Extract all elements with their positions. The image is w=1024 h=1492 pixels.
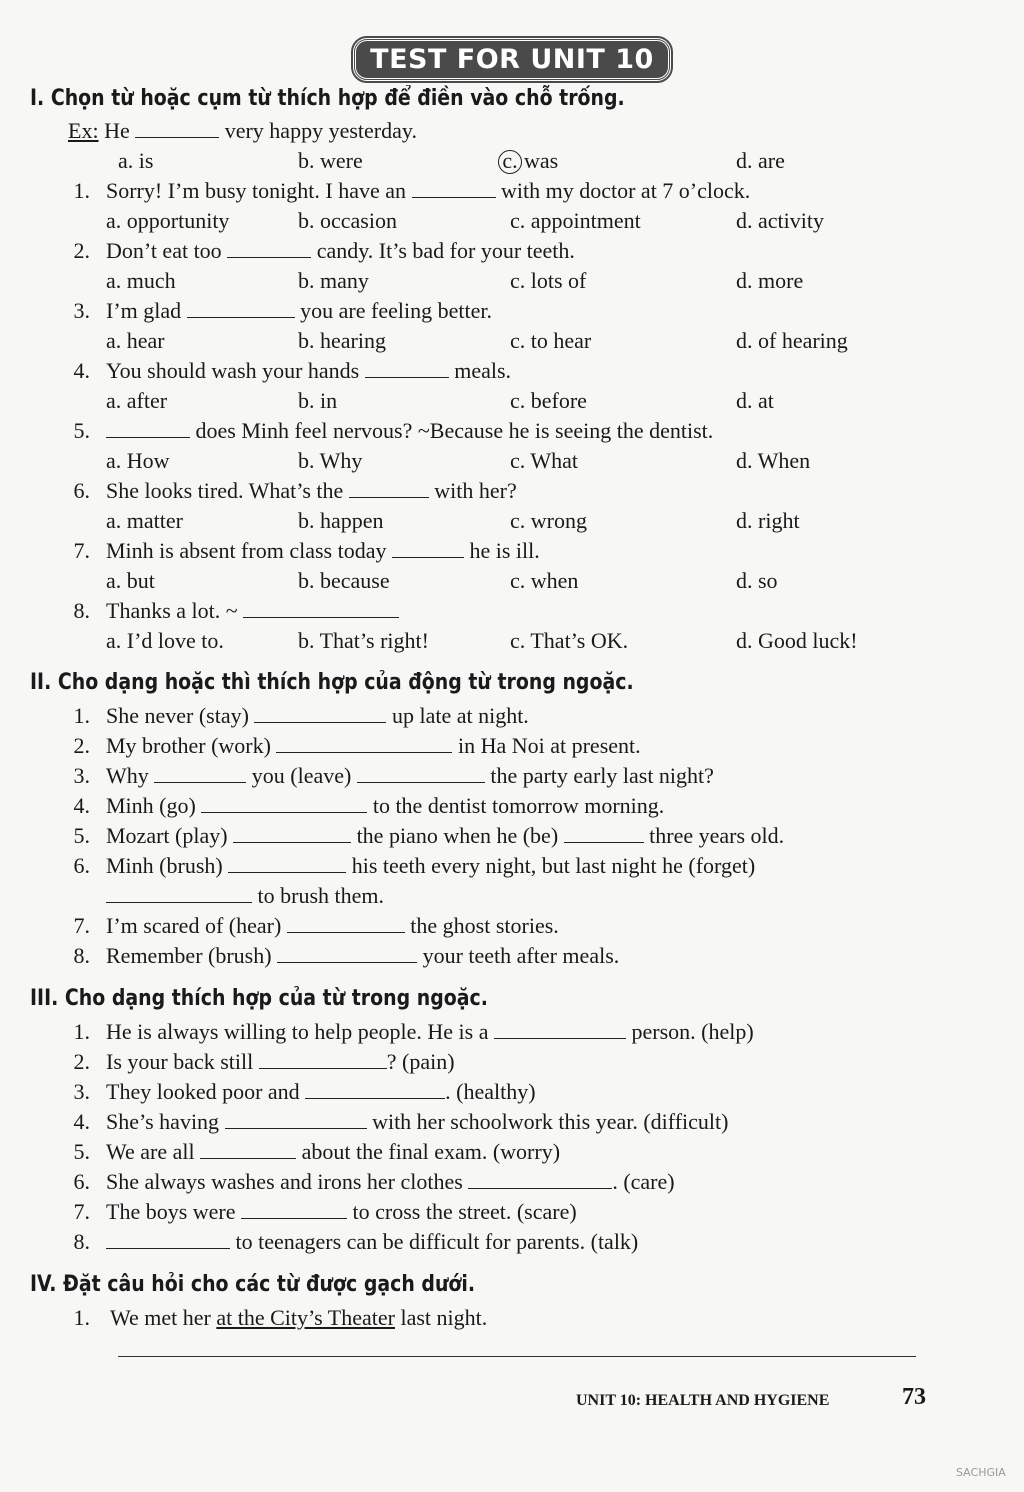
section-4-heading: IV. Đặt câu hỏi cho các từ được gạch dưới. xyxy=(30,1272,476,1297)
question-number: 1. xyxy=(73,703,90,728)
verb-question-8 xyxy=(106,943,619,969)
blank xyxy=(412,179,496,198)
q-text: Minh (go) xyxy=(106,793,196,818)
example-label: Ex: xyxy=(68,118,99,143)
verb-question-6 xyxy=(106,853,755,879)
option-d: d. of hearing xyxy=(736,328,848,353)
option-c: c. That’s OK. xyxy=(510,628,629,653)
q-text: with her? xyxy=(434,478,517,503)
option-b: b. because xyxy=(298,568,390,593)
q-text: his teeth every night, but last night he (forget) xyxy=(351,853,756,878)
q-text: She looks tired. What’s the xyxy=(106,478,344,503)
option-d: d. When xyxy=(736,448,811,473)
question-7 xyxy=(106,538,540,564)
word-question-2 xyxy=(106,1049,455,1075)
answer-line xyxy=(118,1356,916,1357)
footer-unit: UNIT 10: HEALTH AND HYGIENE xyxy=(576,1392,830,1409)
question-2 xyxy=(106,238,575,264)
q-text: Remember (brush) xyxy=(106,943,272,968)
question-number: 3. xyxy=(73,763,90,788)
q-text: Mozart (play) xyxy=(106,823,228,848)
blank xyxy=(276,734,452,753)
question-number: 4. xyxy=(73,1109,90,1134)
q-text: I’m scared of (hear) xyxy=(106,913,282,938)
verb-question-5 xyxy=(106,823,784,849)
example-option-c xyxy=(498,148,558,174)
question-4 xyxy=(106,358,511,384)
question-3 xyxy=(106,298,492,324)
q-text: Why xyxy=(106,763,149,788)
option-a: a. hear xyxy=(106,328,165,353)
word-question-1 xyxy=(106,1019,754,1045)
blank xyxy=(277,944,417,963)
question-6 xyxy=(106,478,517,504)
verb-question-1 xyxy=(106,703,529,729)
blank xyxy=(241,1200,347,1219)
word-question-7 xyxy=(106,1199,577,1225)
question-number: 2. xyxy=(73,733,90,758)
option-a: a. but xyxy=(106,568,155,593)
option-c: c. What xyxy=(510,448,579,473)
option-c: c. to hear xyxy=(510,328,592,353)
q-text: Don’t eat too xyxy=(106,238,222,263)
q-text: you are feeling better. xyxy=(300,298,492,323)
blank xyxy=(233,824,351,843)
example-line xyxy=(68,118,417,144)
question-1 xyxy=(106,178,750,204)
q-text: Thanks a lot. ~ xyxy=(106,598,238,623)
option-a: a. after xyxy=(106,388,168,413)
q-text: Is your back still xyxy=(106,1049,254,1074)
question-number: 1. xyxy=(73,1305,90,1330)
blank xyxy=(135,119,219,138)
example-option-b: b. were xyxy=(298,148,363,173)
circled-answer-icon: c. xyxy=(498,150,522,174)
option-c: c. wrong xyxy=(510,508,587,533)
verb-question-7 xyxy=(106,913,559,939)
option-d: d. right xyxy=(736,508,800,533)
q-text: person. (help) xyxy=(631,1019,754,1044)
underlined-phrase: at the City’s Theater xyxy=(216,1305,395,1330)
q-text: to the dentist tomorrow morning. xyxy=(372,793,665,818)
question-number: 4. xyxy=(73,358,90,383)
blank xyxy=(287,914,405,933)
option-a: a. much xyxy=(106,268,176,293)
word-question-6 xyxy=(106,1169,675,1195)
blank xyxy=(259,1050,387,1069)
question-number: 5. xyxy=(73,1139,90,1164)
q-text: Minh is absent from class today xyxy=(106,538,387,563)
option-b: b. many xyxy=(298,268,369,293)
word-question-8 xyxy=(106,1229,638,1255)
question-number: 7. xyxy=(73,538,90,563)
watermark: SACHGIA xyxy=(956,1466,1006,1479)
q-text: up late at night. xyxy=(391,703,529,728)
question-number: 2. xyxy=(73,238,90,263)
blank xyxy=(305,1080,445,1099)
option-b: b. occasion xyxy=(298,208,397,233)
option-d: d. at xyxy=(736,388,774,413)
q-text: We met her xyxy=(110,1305,211,1330)
blank xyxy=(106,884,252,903)
q-text: you (leave) xyxy=(251,763,352,788)
option-c: c. appointment xyxy=(510,208,641,233)
option-a: a. opportunity xyxy=(106,208,230,233)
q-text: The boys were xyxy=(106,1199,236,1224)
option-c: c. lots of xyxy=(510,268,587,293)
q-text: My brother (work) xyxy=(106,733,271,758)
question-number: 1. xyxy=(73,1019,90,1044)
q-text: Sorry! I’m busy tonight. I have an xyxy=(106,178,406,203)
option-d: d. activity xyxy=(736,208,824,233)
option-c: c. before xyxy=(510,388,587,413)
question-number: 5. xyxy=(73,823,90,848)
blank xyxy=(106,1230,230,1249)
verb-question-4 xyxy=(106,793,664,819)
blank xyxy=(154,764,246,783)
q-text: We are all xyxy=(106,1139,195,1164)
question-number: 7. xyxy=(73,913,90,938)
q-text: . (healthy) xyxy=(445,1079,536,1104)
blank xyxy=(365,359,449,378)
option-text: was xyxy=(524,148,559,173)
question-number: 6. xyxy=(73,1169,90,1194)
blank xyxy=(225,1110,367,1129)
option-a: a. I’d love to. xyxy=(106,628,224,653)
question-number: 2. xyxy=(73,1049,90,1074)
q-text: with her schoolwork this year. (difficult) xyxy=(372,1109,729,1134)
q-text: in Ha Noi at present. xyxy=(457,733,641,758)
question-number: 8. xyxy=(73,943,90,968)
question-8 xyxy=(106,598,399,624)
section-3-heading: III. Cho dạng thích hợp của từ trong ngoặc. xyxy=(30,986,488,1011)
blank xyxy=(357,764,485,783)
q-text: with my doctor at 7 o’clock. xyxy=(501,178,751,203)
question-number: 4. xyxy=(73,793,90,818)
q-text: last night. xyxy=(400,1305,488,1330)
q-text: She never (stay) xyxy=(106,703,249,728)
q-text: . (care) xyxy=(612,1169,675,1194)
question-number: 5. xyxy=(73,418,90,443)
blank xyxy=(228,854,346,873)
example-post: very happy yesterday. xyxy=(224,118,417,143)
verb-question-3 xyxy=(106,763,714,789)
option-c: c. when xyxy=(510,568,579,593)
q-text: to cross the street. (scare) xyxy=(352,1199,577,1224)
q-text: to teenagers can be difficult for parents. (talk) xyxy=(235,1229,639,1254)
question-number: 7. xyxy=(73,1199,90,1224)
question-number: 3. xyxy=(73,1079,90,1104)
q-text: Minh (brush) xyxy=(106,853,223,878)
option-b: b. hearing xyxy=(298,328,386,353)
blank xyxy=(201,794,367,813)
q-text: He is always willing to help people. He is a xyxy=(106,1019,489,1044)
question-number: 6. xyxy=(73,478,90,503)
q-text: candy. It’s bad for your teeth. xyxy=(316,238,575,263)
q-text: You should wash your hands xyxy=(106,358,360,383)
example-option-d: d. are xyxy=(736,148,785,173)
option-b: b. happen xyxy=(298,508,384,533)
word-question-3 xyxy=(106,1079,536,1105)
q-text: meals. xyxy=(454,358,512,383)
q-text: three years old. xyxy=(649,823,785,848)
q-text: your teeth after meals. xyxy=(422,943,620,968)
question-number: 6. xyxy=(73,853,90,878)
q-text: does Minh feel nervous? ~Because he is seeing the dentist. xyxy=(195,418,714,443)
option-b: b. That’s right! xyxy=(298,628,429,653)
question-number: 8. xyxy=(73,598,90,623)
blank xyxy=(200,1140,296,1159)
blank xyxy=(468,1170,612,1189)
title-banner xyxy=(0,38,1024,81)
option-d: d. Good luck! xyxy=(736,628,858,653)
q-text: the party early last night? xyxy=(490,763,714,788)
verb-question-2 xyxy=(106,733,641,759)
q-text: She always washes and irons her clothes xyxy=(106,1169,463,1194)
blank xyxy=(564,824,644,843)
q-text: the ghost stories. xyxy=(410,913,559,938)
q-text: about the final exam. (worry) xyxy=(301,1139,561,1164)
blank xyxy=(349,479,429,498)
option-a: a. How xyxy=(106,448,170,473)
word-question-4 xyxy=(106,1109,728,1135)
section-1-heading: I. Chọn từ hoặc cụm từ thích hợp để điền vào chỗ trống. xyxy=(30,86,625,111)
blank xyxy=(254,704,386,723)
blank xyxy=(243,599,399,618)
q-text: I’m glad xyxy=(106,298,182,323)
page-number: 73 xyxy=(902,1384,926,1410)
option-b: b. Why xyxy=(298,448,363,473)
word-question-5 xyxy=(106,1139,560,1165)
blank xyxy=(106,419,190,438)
q-text: to brush them. xyxy=(257,883,384,908)
q-text: They looked poor and xyxy=(106,1079,300,1104)
verb-question-6-cont xyxy=(106,883,384,909)
q-text: ? (pain) xyxy=(386,1049,455,1074)
question-number: 1. xyxy=(73,178,90,203)
page-title: TEST FOR UNIT 10 xyxy=(353,38,671,81)
blank xyxy=(187,299,295,318)
option-b: b. in xyxy=(298,388,338,413)
example-pre: He xyxy=(104,118,130,143)
section-2-heading: II. Cho dạng hoặc thì thích hợp của động từ trong ngoặc. xyxy=(30,670,634,695)
example-option-a: a. is xyxy=(118,148,154,173)
blank xyxy=(227,239,311,258)
question-number: 3. xyxy=(73,298,90,323)
q-text: She’s having xyxy=(106,1109,220,1134)
q-text: he is ill. xyxy=(469,538,540,563)
question-5 xyxy=(106,418,713,444)
option-a: a. matter xyxy=(106,508,183,533)
blank xyxy=(392,539,464,558)
q-text: the piano when he (be) xyxy=(356,823,559,848)
question-sentence-1 xyxy=(110,1305,487,1331)
option-d: d. more xyxy=(736,268,804,293)
option-d: d. so xyxy=(736,568,778,593)
question-number: 8. xyxy=(73,1229,90,1254)
blank xyxy=(494,1020,626,1039)
